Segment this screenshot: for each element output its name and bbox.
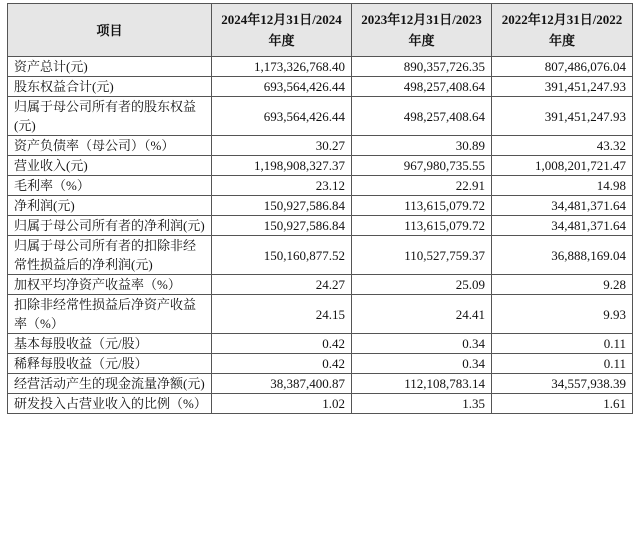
table-row — [8, 334, 633, 354]
row-label: 资产负债率（母公司）（%） — [8, 136, 212, 156]
value-2023: 0.34 — [352, 354, 492, 374]
row-label: 资产总计(元) — [8, 57, 212, 77]
row-label: 归属于母公司所有者的股东权益(元) — [8, 97, 212, 136]
value-2023: 890,357,726.35 — [352, 57, 492, 77]
header-2022: 2022年12月31日/2022年度 — [492, 4, 633, 57]
table-row — [8, 176, 633, 196]
value-2022: 807,486,076.04 — [492, 57, 633, 77]
value-2022: 0.11 — [492, 354, 633, 374]
table-row — [8, 196, 633, 216]
value-2023: 1.35 — [352, 394, 492, 414]
value-2024: 23.12 — [212, 176, 352, 196]
row-label: 扣除非经常性损益后净资产收益率（%） — [8, 295, 212, 334]
value-2022: 34,557,938.39 — [492, 374, 633, 394]
value-2022: 9.93 — [492, 295, 633, 334]
table-row — [8, 77, 633, 97]
value-2024: 24.15 — [212, 295, 352, 334]
value-2022: 34,481,371.64 — [492, 196, 633, 216]
table-row — [8, 97, 633, 136]
value-2024: 693,564,426.44 — [212, 77, 352, 97]
table-row — [8, 295, 633, 334]
value-2022: 391,451,247.93 — [492, 97, 633, 136]
row-label: 股东权益合计(元) — [8, 77, 212, 97]
value-2022: 1,008,201,721.47 — [492, 156, 633, 176]
table-row — [8, 275, 633, 295]
value-2022: 34,481,371.64 — [492, 216, 633, 236]
header-item: 项目 — [8, 4, 212, 57]
value-2023: 498,257,408.64 — [352, 77, 492, 97]
table-row — [8, 236, 633, 275]
value-2022: 0.11 — [492, 334, 633, 354]
row-label: 归属于母公司所有者的扣除非经常性损益后的净利润(元) — [8, 236, 212, 275]
table-row — [8, 354, 633, 374]
value-2023: 112,108,783.14 — [352, 374, 492, 394]
value-2024: 150,160,877.52 — [212, 236, 352, 275]
value-2024: 24.27 — [212, 275, 352, 295]
value-2023: 113,615,079.72 — [352, 196, 492, 216]
value-2023: 498,257,408.64 — [352, 97, 492, 136]
value-2024: 38,387,400.87 — [212, 374, 352, 394]
table-row — [8, 57, 633, 77]
value-2022: 43.32 — [492, 136, 633, 156]
header-2024: 2024年12月31日/2024年度 — [212, 4, 352, 57]
value-2024: 0.42 — [212, 354, 352, 374]
value-2024: 693,564,426.44 — [212, 97, 352, 136]
value-2023: 25.09 — [352, 275, 492, 295]
table-row — [8, 394, 633, 414]
row-label: 研发投入占营业收入的比例（%） — [8, 394, 212, 414]
value-2022: 14.98 — [492, 176, 633, 196]
value-2023: 24.41 — [352, 295, 492, 334]
value-2023: 967,980,735.55 — [352, 156, 492, 176]
value-2023: 113,615,079.72 — [352, 216, 492, 236]
row-label: 归属于母公司所有者的净利润(元) — [8, 216, 212, 236]
row-label: 经营活动产生的现金流量净额(元) — [8, 374, 212, 394]
value-2022: 36,888,169.04 — [492, 236, 633, 275]
value-2022: 1.61 — [492, 394, 633, 414]
table-row — [8, 374, 633, 394]
value-2022: 391,451,247.93 — [492, 77, 633, 97]
row-label: 净利润(元) — [8, 196, 212, 216]
table-header-row — [8, 4, 633, 57]
value-2023: 110,527,759.37 — [352, 236, 492, 275]
table-row — [8, 136, 633, 156]
value-2024: 1.02 — [212, 394, 352, 414]
value-2024: 30.27 — [212, 136, 352, 156]
value-2023: 30.89 — [352, 136, 492, 156]
row-label: 毛利率（%） — [8, 176, 212, 196]
financial-indicators-table — [7, 3, 633, 414]
value-2024: 0.42 — [212, 334, 352, 354]
table-row — [8, 156, 633, 176]
value-2024: 1,198,908,327.37 — [212, 156, 352, 176]
header-2023: 2023年12月31日/2023年度 — [352, 4, 492, 57]
row-label: 稀释每股收益（元/股） — [8, 354, 212, 374]
value-2022: 9.28 — [492, 275, 633, 295]
value-2024: 150,927,586.84 — [212, 196, 352, 216]
value-2024: 1,173,326,768.40 — [212, 57, 352, 77]
value-2023: 0.34 — [352, 334, 492, 354]
row-label: 营业收入(元) — [8, 156, 212, 176]
row-label: 加权平均净资产收益率（%） — [8, 275, 212, 295]
row-label: 基本每股收益（元/股） — [8, 334, 212, 354]
value-2023: 22.91 — [352, 176, 492, 196]
table-row — [8, 216, 633, 236]
value-2024: 150,927,586.84 — [212, 216, 352, 236]
